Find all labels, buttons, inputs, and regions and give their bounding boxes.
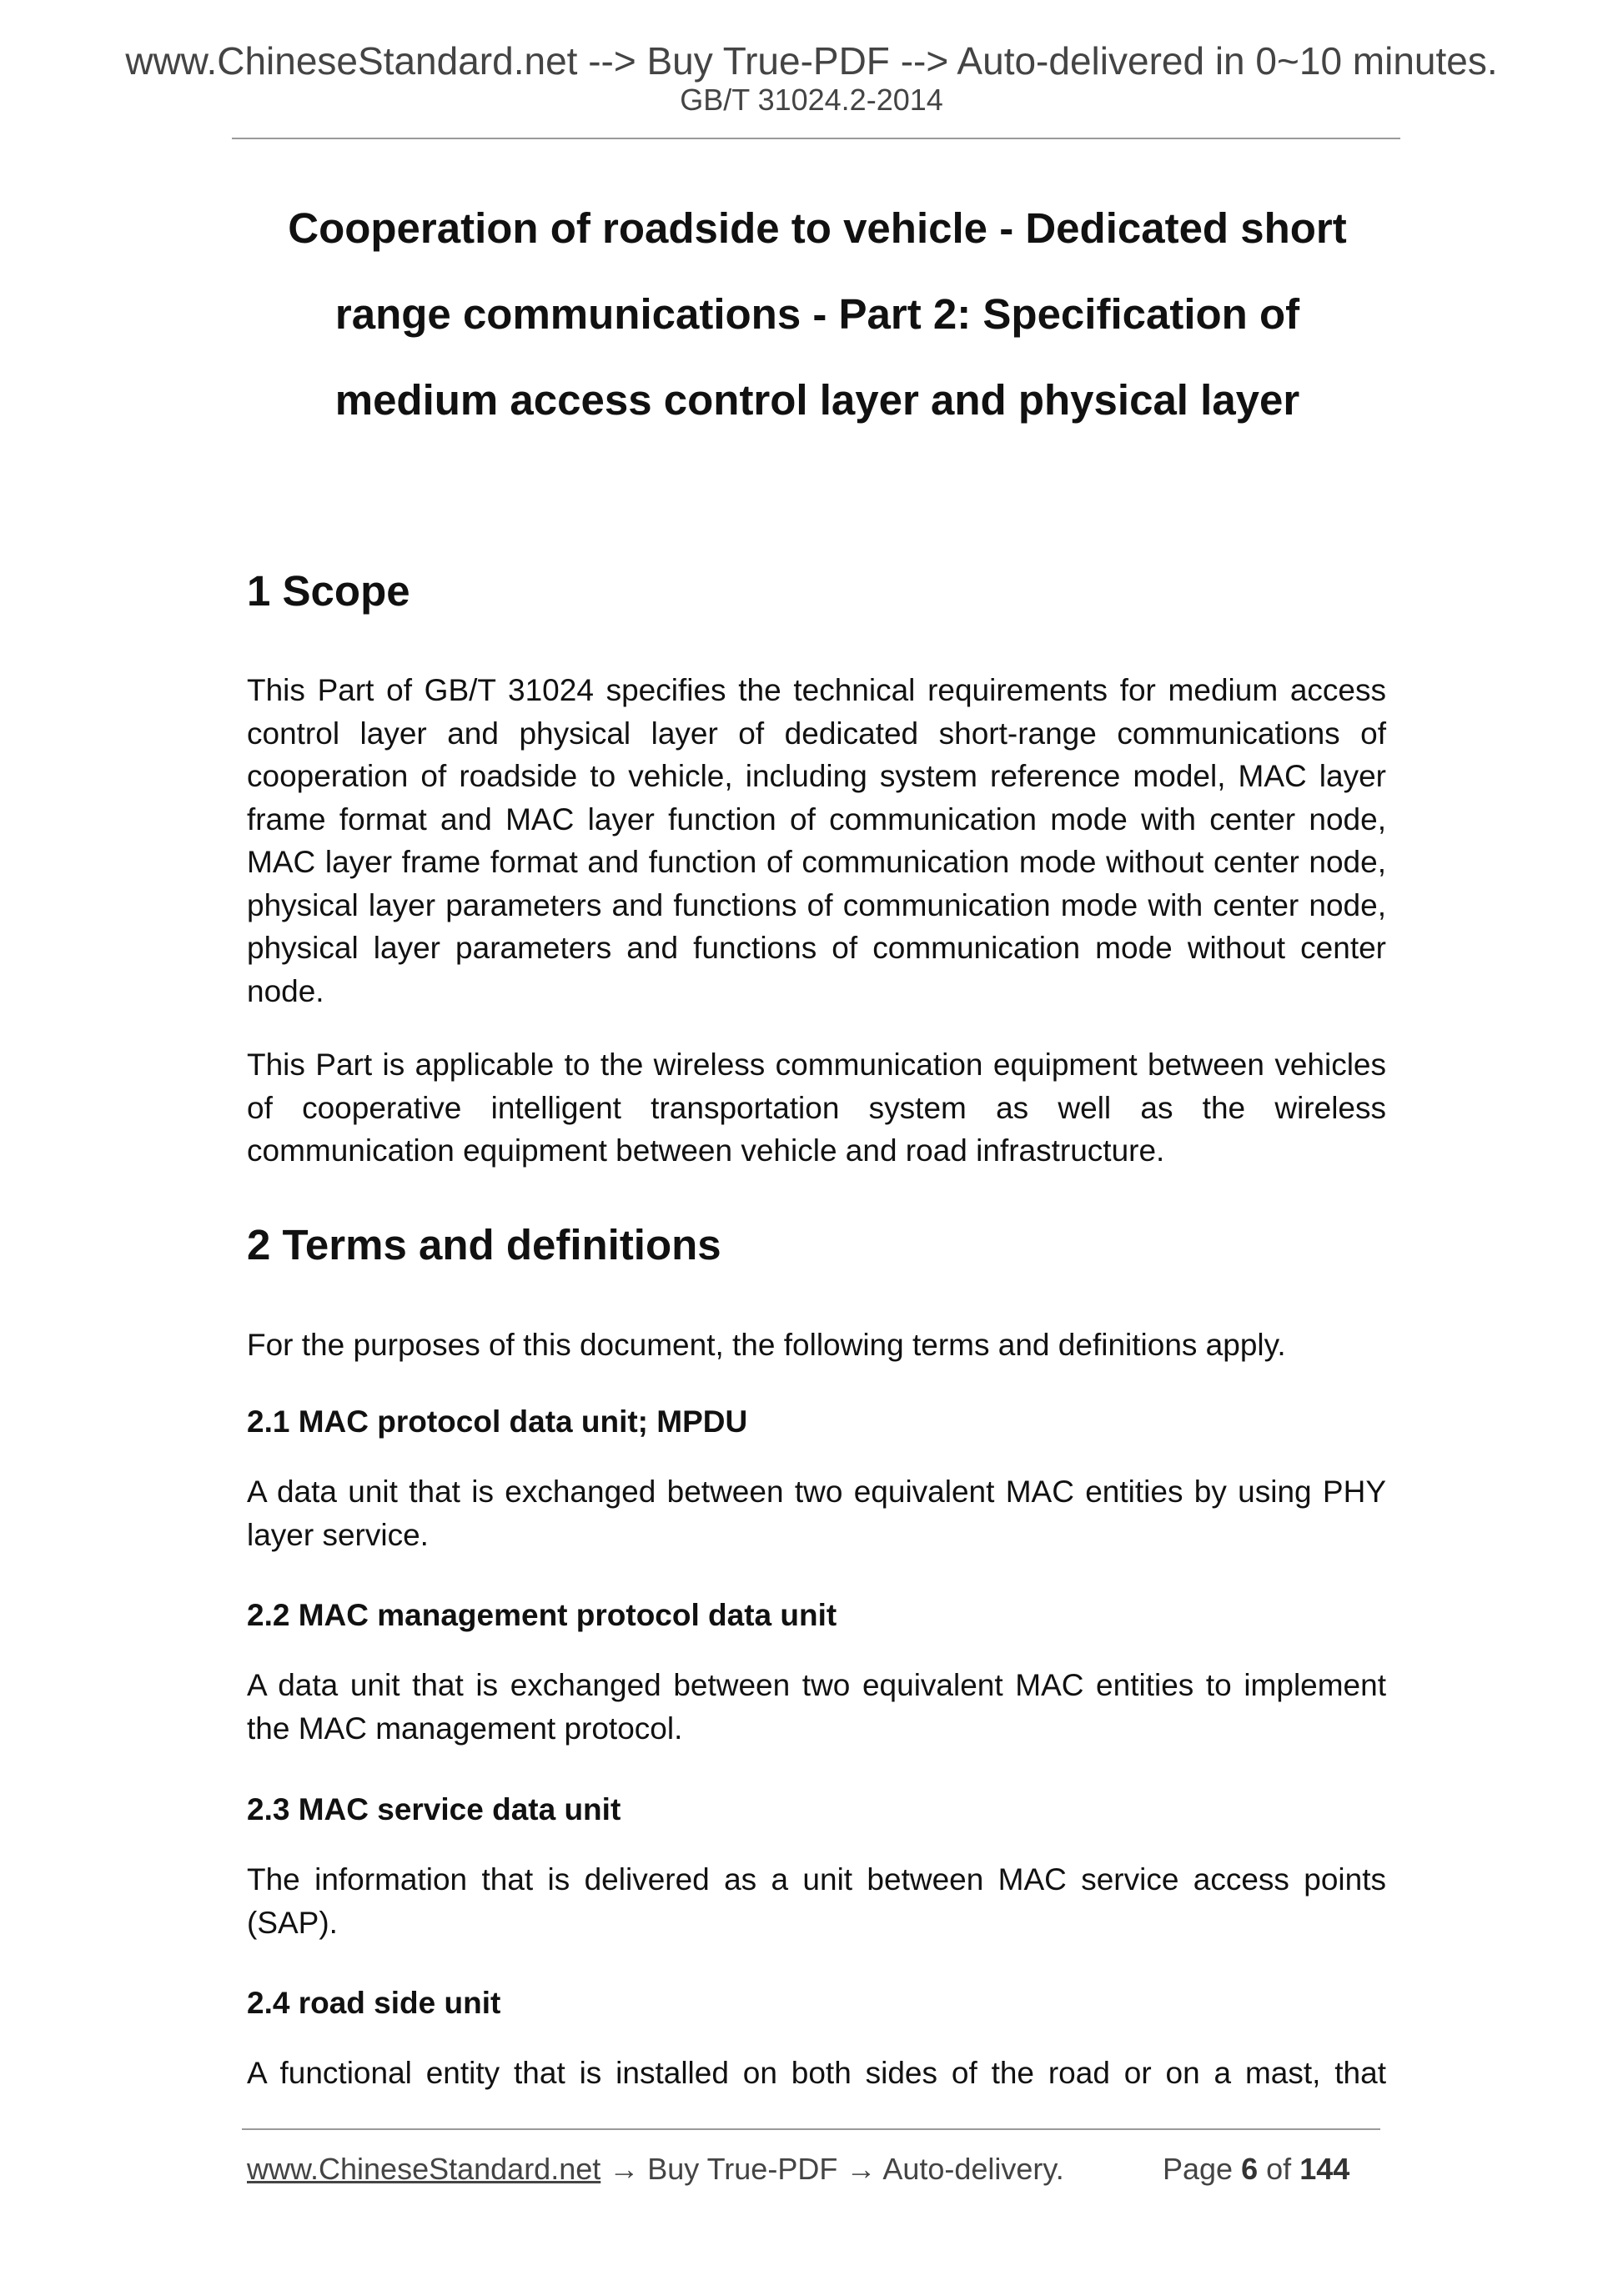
scope-paragraph-2: This Part is applicable to the wireless communication equipment between vehicles of cooperative intelligent transportation system as well as the wireless communication equipment between vehicle and road infrastructure. — [247, 1048, 1386, 1168]
current-page-number: 6 — [1241, 2152, 1259, 2186]
term-2-3-definition: The information that is delivered as a unit between MAC service access points (SAP). — [247, 1862, 1386, 1940]
term-2-1-heading: 2.1 MAC protocol data unit; MPDU — [247, 1404, 748, 1439]
terms-intro: For the purposes of this document, the following terms and definitions apply. — [247, 1328, 1286, 1362]
term-2-3-heading: 2.3 MAC service data unit — [247, 1792, 621, 1826]
section-heading-scope: 1 Scope — [247, 567, 410, 615]
footer-delivery-text: → Buy True-PDF → Auto-delivery. — [600, 2152, 1064, 2186]
title-line-1: Cooperation of roadside to vehicle - Dedicated short — [288, 204, 1347, 252]
title-line-3: medium access control layer and physical layer — [334, 376, 1300, 424]
header-divider — [232, 138, 1400, 139]
of-label: of — [1266, 2152, 1292, 2186]
document-title — [234, 185, 1401, 443]
footer-site-link[interactable]: www.ChineseStandard.net — [247, 2152, 601, 2186]
term-2-2-heading: 2.2 MAC management protocol data unit — [247, 1598, 837, 1632]
page-footer — [247, 2151, 1386, 2187]
scope-paragraph-1: This Part of GB/T 31024 specifies the technical requirements for medium access control layer and physical layer of dedicated short-range communications of cooperation of roadside to vehicle, including system reference model, MAC layer frame format and MAC layer function of communication mode with center node, MAC layer frame format and function of communication mode without center node, physical layer parameters and functions of communication mode with center node, physical layer parameters and functions of communication mode without center node. — [247, 673, 1386, 1008]
header-banner: www.ChineseStandard.net --> Buy True-PDF --> Auto-delivered in 0~10 minutes. — [125, 39, 1498, 83]
footer-divider — [242, 2128, 1380, 2130]
term-2-2-definition: A data unit that is exchanged between two equivalent MAC entities to implement the MAC management protocol. — [247, 1668, 1386, 1746]
term-2-4-heading: 2.4 road side unit — [247, 1986, 501, 2020]
term-2-1-definition: A data unit that is exchanged between two equivalent MAC entities by using PHY layer service. — [247, 1475, 1386, 1552]
title-line-2: range communications - Part 2: Specification of — [334, 290, 1300, 338]
document-code: GB/T 31024.2-2014 — [680, 83, 943, 117]
total-pages: 144 — [1299, 2152, 1350, 2186]
page-label: Page — [1163, 2152, 1234, 2186]
term-2-4-definition: A functional entity that is installed on both sides of the road or on a mast, that — [247, 2056, 1386, 2090]
section-heading-terms: 2 Terms and definitions — [247, 1221, 721, 1269]
page-indicator — [1163, 2151, 1349, 2187]
